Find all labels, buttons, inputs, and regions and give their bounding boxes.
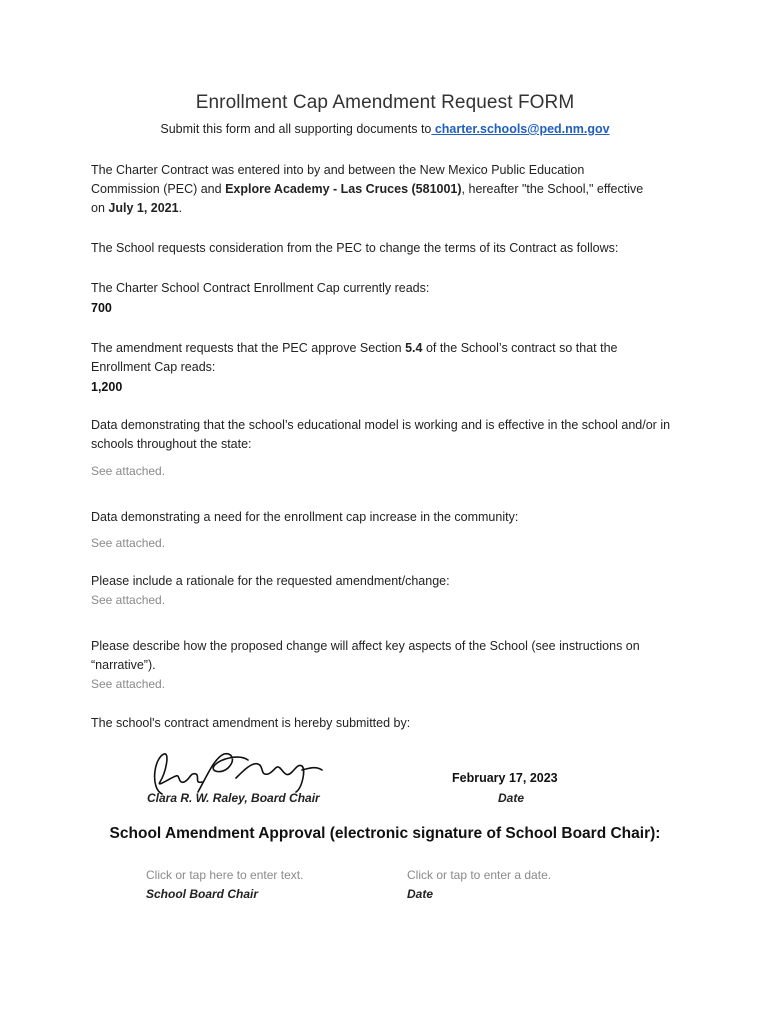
narrative-answer[interactable]: See attached.: [91, 677, 166, 691]
board-chair-label: School Board Chair: [146, 887, 259, 901]
signer-name: Clara R. W. Raley, Board Chair: [147, 791, 320, 805]
email-link[interactable]: charter.schools@ped.nm.gov: [431, 122, 610, 136]
submission-label: The school's contract amendment is hereby submitted by:: [91, 716, 411, 730]
data-model-answer[interactable]: See attached.: [91, 464, 166, 478]
rationale-answer[interactable]: See attached.: [91, 593, 166, 607]
narrative-label: Please describe how the proposed change will affect key aspects of the School (see instructions on “narrative”).: [91, 639, 640, 672]
section-number: 5.4: [405, 341, 423, 355]
effective-date: July 1, 2021: [108, 201, 179, 215]
intro-text-1: The Charter Contract was entered into by and between the New Mexico Public Education Commission (PEC) and: [91, 163, 585, 196]
amendment-paragraph: [91, 339, 656, 377]
amendment-text-2: of the School’s contract so that the Enrollment Cap reads:: [91, 341, 618, 374]
data-need-label: Data demonstrating a need for the enrollment cap increase in the community:: [91, 510, 519, 524]
intro-paragraph: [91, 161, 651, 218]
approval-date-label: Date: [407, 887, 434, 901]
submit-instructions: [0, 122, 770, 136]
rationale-label: Please include a rationale for the requested amendment/change:: [91, 574, 450, 588]
new-cap-value: 1,200: [91, 380, 123, 394]
approval-date-field[interactable]: Click or tap to enter a date.: [407, 868, 552, 882]
signature-date-label: Date: [498, 791, 525, 805]
intro-text-2: , hereafter "the School," effective on: [91, 182, 644, 215]
current-cap-value: 700: [91, 301, 112, 315]
intro-text-3: .: [178, 201, 183, 215]
current-cap-label: The Charter School Contract Enrollment Cap currently reads:: [91, 281, 430, 295]
data-need-answer[interactable]: See attached.: [91, 536, 166, 550]
data-model-label: Data demonstrating that the school’s educational model is working and is effective in the school and/or in schools throughout the state:: [91, 418, 671, 451]
page-title: Enrollment Cap Amendment Request FORM: [195, 92, 575, 113]
request-text: The School requests consideration from the PEC to change the terms of its Contract as follows:: [91, 241, 619, 255]
school-name: Explore Academy - Las Cruces (581001): [225, 182, 462, 196]
board-chair-text-field[interactable]: Click or tap here to enter text.: [146, 868, 304, 882]
approval-heading: School Amendment Approval (electronic signature of School Board Chair):: [109, 825, 661, 842]
signature-date: February 17, 2023: [452, 771, 558, 785]
amendment-text-1: The amendment requests that the PEC approve Section: [91, 341, 406, 355]
submit-text: Submit this form and all supporting documents to: [160, 122, 432, 136]
